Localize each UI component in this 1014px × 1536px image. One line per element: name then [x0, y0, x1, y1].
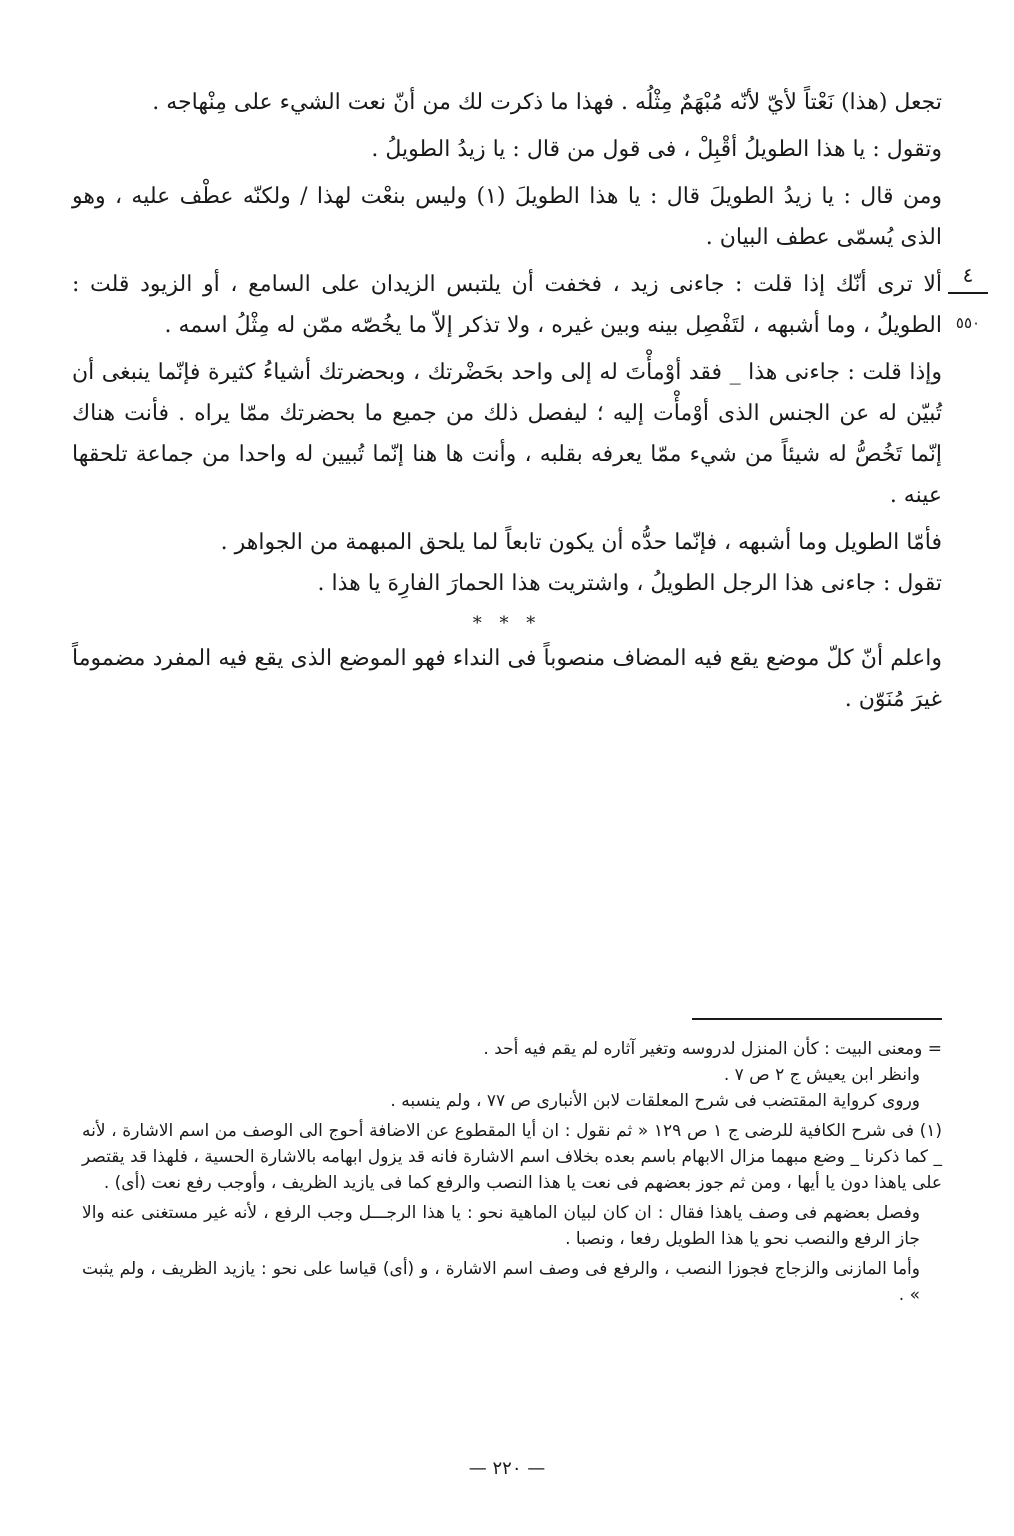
paragraph-5: وإذا قلت : جاءنى هذا _ فقد أوْمأْتَ له إلى واحد بحَضْرتك ، وبحضرتك أشياءُ كثيرة فإنّما ينبغى أن تُبيّن له عن الجنس الذى أوْمأْت إليه ؛ ليفصل ذلك من جميع ما بحضرتك ممّا يراه . فأنت هناك إنّما تَخُصُّ له شيئاً من شيء ممّا يعرفه بقلبه ، وأنت ها هنا إنّما تُبيين له واحدا من جماعة تلحقها عينه . — [72, 360, 942, 508]
footnote-continuation-line: وانظر ابن يعيش ج ٢ ص ٧ . — [723, 1065, 920, 1085]
margin-volume-number: ٤ — [948, 262, 988, 294]
footnote-1: (١) فى شرح الكافية للرضى ج ١ ص ١٢٩ « ثم نقول : ان أيا المقطوع عن الاضافة أحوج الى الوصف من اسم الاشارة ، لأنه _ كما ذكرنا _ وضع مبهما مزال الابهام باسم بعده بخلاف اسم الاشارة فانه قد يزول ابهامه بالاشارة الحسية ، فلهذا قد يقتصر على ياهذا دون يا أيها ، ومن ثم جوز بعضهم فى نعت يا هذا النصب والرفع كما فى يازيد الظريف ، وأوجب رفع نعت (أى) . — [82, 1121, 942, 1193]
section-divider-stars: * * * — [472, 613, 542, 634]
paragraph-6: فأمّا الطويل وما أشبهه ، فإنّما حدُّه أن يكون تابعاً لما يلحق المبهمة من الجواهر . — [220, 530, 942, 555]
paragraph-7: تقول : جاءنى هذا الرجل الطويلُ ، واشتريت هذا الحمارَ الفارِهَ يا هذا . — [317, 571, 942, 596]
paragraph-1: تجعل (هذا) نَعْتاً لأيّ لأنّه مُبْهَمٌ مِثْلُه . فهذا ما ذكرت لك من أنّ نعت الشيء على مِنْهاجه . — [152, 90, 942, 115]
margin-page-reference — [948, 262, 988, 334]
page-number: — ٢٢٠ — — [468, 1458, 546, 1479]
footnote-separator — [692, 1018, 942, 1020]
footnote-1-continued: وفصل بعضهم فى وصف ياهذا فقال : ان كان لبيان الماهية نحو : يا هذا الرجـــل وجب الرفع ، لأنه غير مستغنى عنه والا جاز الرفع والنصب نحو يا هذا الطويل رفعا ، ونصبا . — [82, 1203, 920, 1249]
margin-page-number: ٥٥٠ — [955, 314, 981, 332]
main-text — [72, 82, 942, 720]
paragraph-8: واعلم أنّ كلّ موضع يقع فيه المضاف منصوباً فى النداء فهو الموضع الذى يقع فيه المفرد مضموماً غيرَ مُنَوّن . — [72, 646, 942, 712]
paragraph-3: ومن قال : يا زيدُ الطويلَ قال : يا هذا الطويلَ (١) وليس بنعْت لهذا / ولكنّه عطْف عليه ، وهو الذى يُسمّى عطف البيان . — [72, 184, 942, 250]
paragraph-4: ألا ترى أنّك إذا قلت : جاءنى زيد ، فخفت أن يلتبس الزيدان على السامع ، أو الزيود قلت : الطويلُ ، وما أشبهه ، لتَفْصِل بينه وبين غيره ، ولا تذكر إلاّ ما يخُصّه ممّن له مِثْلُ اسمه . — [72, 272, 942, 338]
footnotes — [82, 1036, 942, 1308]
paragraph-2: وتقول : يا هذا الطويلُ أقْبِلْ ، فى قول من قال : يا زيدُ الطويلُ . — [371, 137, 942, 162]
footnote-1-conclusion: وأما المازنى والزجاج فجوزا النصب ، والرفع فى وصف اسم الاشارة ، و (أى) قياسا على نحو : يازيد الظريف ، ولم يثبت » . — [82, 1259, 920, 1305]
footnote-continuation-line: وروى كرواية المقتضب فى شرح المعلقات لابن الأنبارى ص ٧٧ ، ولم ينسبه . — [390, 1091, 920, 1111]
footnote-continuation-line: = ومعنى البيت : كأن المنزل لدروسه وتغير آثاره لم يقم فيه أحد . — [483, 1039, 942, 1059]
